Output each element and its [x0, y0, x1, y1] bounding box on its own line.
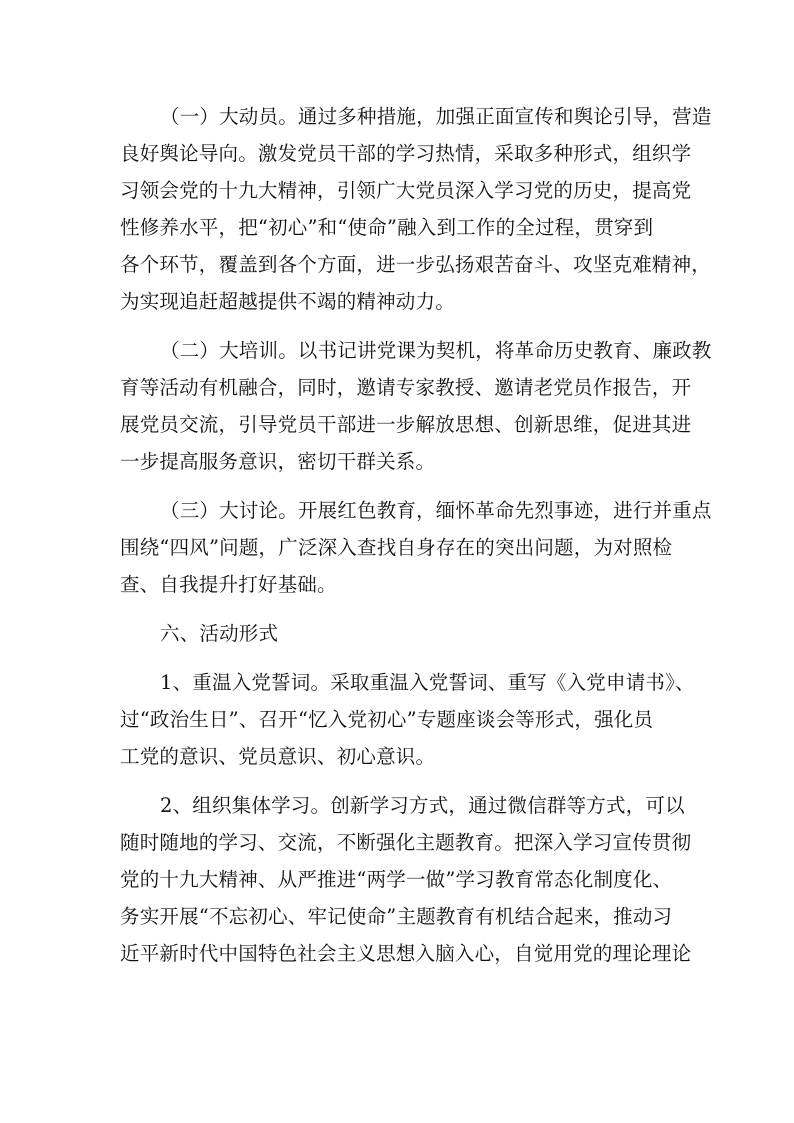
text-line: （一）大动员。通过多种措施，加强正面宣传和舆论引导，营造 — [160, 105, 712, 128]
text-line: 性修养水平，把“初心”和“使命”融入到工作的全过程，贯穿到 — [120, 216, 654, 239]
document-body — [120, 98, 712, 972]
text-line: 近平新时代中国特色社会主义思想入脑入心，自觉用党的理论理论 — [120, 942, 692, 965]
text-line: 过“政治生日”、召开“忆入党初心”专题座谈会等形式，强化员 — [120, 708, 654, 731]
paragraph-discussion — [120, 492, 712, 603]
paragraph-gap — [120, 320, 680, 332]
paragraph-gap — [120, 480, 680, 492]
paragraph-collective-study — [120, 787, 692, 972]
text-line: 围绕“四风”问题，广泛深入查找自身存在的突出问题，为对照检 — [120, 536, 673, 559]
text-line: 随时随地的学习、交流，不断强化主题教育。把深入学习宣传贯彻 — [120, 831, 692, 854]
paragraph-oath — [120, 664, 695, 775]
text-line: 2、组织集体学习。创新学习方式，通过微信群等方式，可以 — [160, 794, 685, 817]
section-heading — [120, 615, 680, 652]
paragraph-mobilization — [120, 98, 712, 320]
text-line: （三）大讨论。开展红色教育，缅怀革命先烈事迹，进行并重点 — [160, 499, 712, 522]
text-line: 查、自我提升打好基础。 — [120, 573, 337, 596]
text-line: 习领会党的十九大精神，引领广大党员深入学习党的历史，提高党 — [120, 179, 692, 202]
text-line: 党的十九大精神、从严推进“两学一做”学习教育常态化制度化、 — [120, 868, 673, 891]
paragraph-gap — [120, 603, 680, 615]
text-line: 展党员交流，引导党员干部进一步解放思想、创新思维，促进其进 — [120, 413, 692, 436]
paragraph-gap — [120, 775, 680, 787]
paragraph-gap — [120, 652, 680, 664]
text-line: 1、重温入党誓词。采取重温入党誓词、重写《入党申请书》、 — [160, 671, 695, 694]
text-line: 各个环节，覆盖到各个方面，进一步弘扬艰苦奋斗、攻坚克难精神， — [120, 253, 712, 276]
paragraph-training — [120, 332, 712, 480]
heading-text: 六、活动形式 — [160, 622, 279, 645]
text-line: 务实开展“不忘初心、牢记使命”主题教育有机结合起来，推动习 — [120, 905, 673, 928]
text-line: 工党的意识、党员意识、初心意识。 — [120, 745, 436, 768]
text-line: 为实现追赶超越提供不竭的精神动力。 — [120, 290, 455, 313]
text-line: （二）大培训。以书记讲党课为契机，将革命历史教育、廉政教 — [160, 339, 712, 362]
text-line: 良好舆论导向。激发党员干部的学习热情，采取多种形式，组织学 — [120, 142, 692, 165]
text-line: 育等活动有机融合，同时，邀请专家教授、邀请老党员作报告，开 — [120, 376, 692, 399]
text-line: 一步提高服务意识，密切干群关系。 — [120, 450, 436, 473]
